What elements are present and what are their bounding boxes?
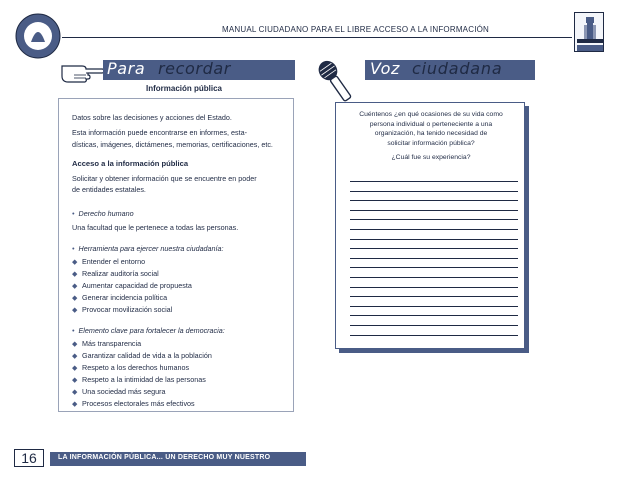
intro-line-3: dísticas, imágenes, dictámenes, memorias, certificaciones, etc. (72, 140, 273, 149)
recordar-title: recordar (158, 59, 231, 78)
list-item: ◆ Entender el entorno (72, 257, 146, 266)
writing-line[interactable] (350, 258, 518, 259)
writing-line[interactable] (350, 200, 518, 201)
list-item: ◆ Procesos electorales más efectivos (72, 399, 195, 408)
list-item: ◆ Garantizar calidad de vida a la población (72, 351, 212, 360)
diamond-bullet-icon: ◆ (72, 259, 78, 266)
page-number: 16 (21, 450, 37, 466)
tool-label: • Herramienta para ejercer nuestra ciudadanía: (72, 244, 224, 253)
writing-line[interactable] (350, 219, 518, 220)
header-title: MANUAL CIUDADANO PARA EL LIBRE ACCESO A LA INFORMACIÓN (222, 25, 490, 34)
list-item: ◆ Más transparencia (72, 339, 142, 348)
diamond-bullet-icon: ◆ (72, 377, 78, 384)
answer-question: ¿Cuál fue su experiencia? (391, 154, 471, 161)
list-item: ◆ Respeto a la intimidad de las personas (72, 375, 206, 384)
right-text: Una facultad que le pertenece a todas las personas. (72, 223, 239, 232)
writing-line[interactable] (350, 248, 518, 249)
access-line-2: de entidades estatales. (72, 185, 146, 194)
diamond-bullet-icon: ◆ (72, 353, 78, 360)
writing-line[interactable] (350, 335, 518, 336)
diamond-bullet-icon: ◆ (72, 307, 78, 314)
writing-line[interactable] (350, 210, 518, 211)
writing-line[interactable] (350, 325, 518, 326)
diamond-bullet-icon: ◆ (72, 271, 78, 278)
seal-logo (14, 12, 62, 60)
writing-line[interactable] (350, 296, 518, 297)
diamond-bullet-icon: ◆ (72, 401, 78, 408)
diamond-bullet-icon: ◆ (72, 341, 78, 348)
diamond-bullet-icon: ◆ (72, 295, 78, 302)
writing-line[interactable] (350, 315, 518, 316)
access-heading: Acceso a la información pública (72, 159, 189, 168)
list-item: ◆ Generar incidencia política (72, 293, 168, 302)
diamond-bullet-icon: ◆ (72, 283, 78, 290)
writing-line[interactable] (350, 277, 518, 278)
pointing-hand-icon (60, 58, 104, 84)
answer-prompt: Cuéntenos ¿en qué ocasiones de su vida como persona individual o perteneciente a una organización, ha tenido necesidad de solicitar información pública? (359, 111, 503, 147)
writing-line[interactable] (350, 181, 518, 182)
ciudadana-title: ciudadana (412, 59, 503, 78)
writing-line[interactable] (350, 239, 518, 240)
footer-text: LA INFORMACIÓN PÚBLICA... UN DERECHO MUY NUESTRO (58, 454, 271, 461)
writing-line[interactable] (350, 287, 518, 288)
list-item: ◆ Realizar auditoría social (72, 269, 159, 278)
para-title: Para (107, 59, 146, 78)
intro-line-2: Esta información puede encontrarse en informes, esta- (72, 128, 247, 137)
intro-line-1: Datos sobre las decisiones y acciones del Estado. (72, 113, 232, 122)
list-item: ◆ Provocar movilización social (72, 305, 173, 314)
list-item: ◆ Respeto a los derechos humanos (72, 363, 190, 372)
diamond-bullet-icon: ◆ (72, 389, 78, 396)
diamond-bullet-icon: ◆ (72, 365, 78, 372)
building-logo (574, 12, 604, 52)
democracy-label: • Elemento clave para fortalecer la democracia: (72, 326, 225, 335)
header-rule (62, 37, 572, 38)
writing-line[interactable] (350, 306, 518, 307)
list-item: ◆ Aumentar capacidad de propuesta (72, 281, 192, 290)
right-label: • Derecho humano (72, 209, 134, 218)
voz-title: Voz (370, 59, 400, 78)
access-line-1: Solicitar y obtener información que se encuentre en poder (72, 174, 257, 183)
left-subtitle: Información pública (146, 84, 223, 93)
writing-line[interactable] (350, 229, 518, 230)
list-item: ◆ Una sociedad más segura (72, 387, 166, 396)
writing-line[interactable] (350, 267, 518, 268)
writing-line[interactable] (350, 191, 518, 192)
microphone-icon (316, 56, 356, 108)
